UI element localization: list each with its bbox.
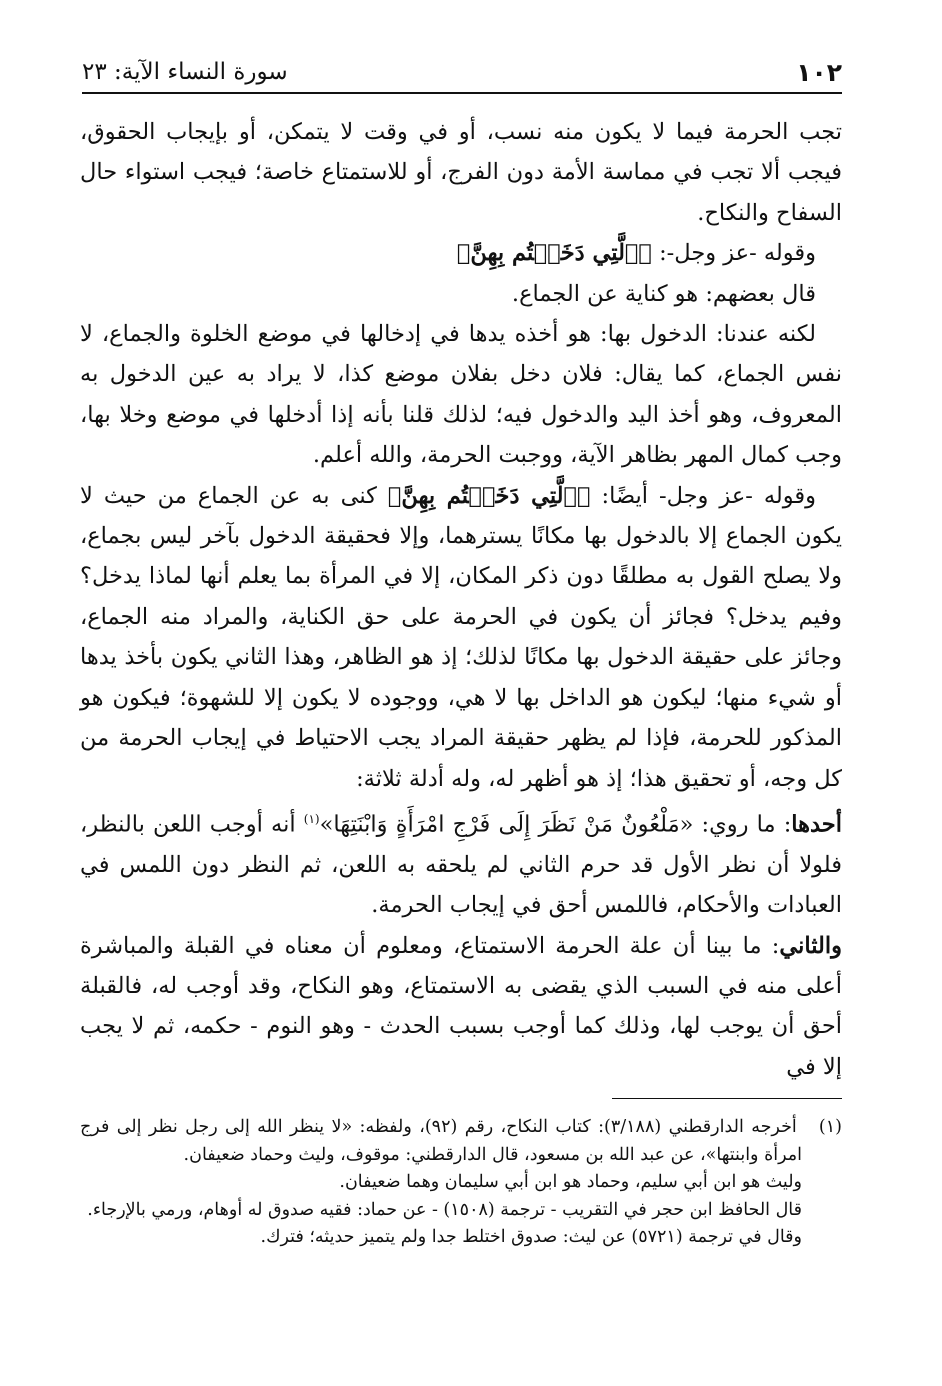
footnote-line: وليث هو ابن أبي سليم، وحماد هو ابن أبي سليمان وهما ضعيفان.	[339, 1172, 802, 1192]
footnote-marker: (١)	[818, 1117, 842, 1137]
footnote-line: قال الحافظ ابن حجر في التقريب - ترجمة (١٥٠٨) - عن حماد: فقيه صدوق له أوهام، ورمي بالإرجاء.	[87, 1199, 802, 1220]
paragraph-evidence-2	[80, 926, 842, 1088]
main-text	[80, 112, 842, 1087]
running-title: سورة النساء الآية: ٢٣	[82, 59, 288, 85]
quran-verse: ﴿ٱلَّتِي دَخَلۡتُم بِهِنَّ﴾	[387, 482, 591, 509]
page-header	[82, 52, 842, 94]
paragraph-text: كنى به عن الجماع من حيث لا يكون الجماع إلا بالدخول بها مكانًا يسترهما، وإلا فحقيقة الدخول بآخر ليس بجماع، ولا يصلح القول به مطلقًا دون ذكر المكان، إلا في المرأة بما يعلم أنها لماذا يدخل؟ وفيم يدخل؟ فجائز أن يكون في الحرمة على حق الكناية، والمراد منه الجماع، وجائز على حقيقة الدخول بها مكانًا لذلك؛ إذ هو الظاهر، وهذا الثاني يكون بأخذ يدها أو شيء منها؛ ليكون هو الداخل بها لا هي، ووجوده لا يكون إلا للشهوة؛ فيكون هو المذكور للحرمة، فإذا لم يظهر حقيقة المراد يجب الاحتياط في إيجاب الحرمة من كل وجه، أو تحقيق هذا؛ إذ هو أظهر له، وله أدلة ثلاثة:	[80, 482, 842, 792]
hadith-quote: «مَلْعُونٌ مَنْ نَظَرَ إِلَى فَرْجِ امْرَأَةٍ وَابْنَتِهَا»	[319, 811, 694, 838]
quran-verse: ﴿ٱلَّتِي دَخَلۡتُم بِهِنَّ﴾	[456, 240, 652, 267]
footnote-text: أخرجه الدارقطني (٣/١٨٨): كتاب النكاح، رقم (٩٢)، ولفظه: «لا ينظر الله إلى رجل نظر إلى فرج امرأة وابنتها»، عن عبد الله بن مسعود، قال الدارقطني: موقوف، وليث وحماد ضعيفان.	[80, 1117, 802, 1165]
paragraph-text: أنه أوجب اللعن بالنظر، فلولا أن نظر الأول قد حرم الثاني لم يلحقه به اللعن، ثم النظر دون اللمس في العبادات والأحكام، فاللمس أحق في إيجاب الحرمة.	[80, 811, 842, 919]
paragraph: تجب الحرمة فيما لا يكون منه نسب، أو في وقت لا يتمكن، أو بإيجاب الحقوق، فيجب ألا تجب في مماسة الأمة دون الفرج، أو للاستمتاع خاصة؛ فيجب استواء حال السفاح والنكاح.	[80, 119, 842, 226]
footnotes	[80, 1114, 842, 1252]
footnote-reference[interactable]: (١)	[303, 811, 320, 826]
paragraph-verse-1	[80, 233, 842, 273]
footnote-divider	[612, 1098, 842, 1099]
paragraph-evidence-1	[80, 799, 842, 926]
paragraph-intro: وقوله -عز وجل- أيضًا:	[590, 482, 817, 509]
paragraph-text: : ما روي:	[693, 811, 792, 838]
paragraph-text: : ما بينا أن علة الحرمة الاستمتاع، ومعلوم أن معناه في القبلة والمباشرة أعلى منه في السبب الذي يقضى به الاستمتاع، وهو النكاح، وقد أوجب له، فالقبلة أحق أن يوجب لها، وذلك كما أوجب بسبب الحدث - وهو النوم - حكمه، ثم لا يجب إلا في	[80, 932, 842, 1080]
page-number: ١٠٢	[796, 57, 842, 87]
paragraph: لكنه عندنا: الدخول بها: هو أخذه يدها في إدخالها في موضع الخلوة والجماع، لا نفس الجماع، كما يقال: فلان دخل بفلان موضع كذا، لا يراد به عين الدخول به المعروف، وهو أخذ اليد والدخول فيه؛ لذلك قلنا بأنه إذا أدخلها في موضع وخلا بها، وجب كمال المهر بظاهر الآية، ووجبت الحرمة، والله أعلم.	[80, 321, 842, 469]
evidence-lead: والثاني	[779, 932, 842, 959]
paragraph-intro: وقوله -عز وجل-:	[651, 240, 816, 267]
footnote	[80, 1114, 842, 1169]
paragraph: قال بعضهم: هو كناية عن الجماع.	[511, 280, 816, 307]
paragraph-verse-2	[80, 476, 842, 799]
evidence-lead: أحدها	[791, 811, 842, 838]
footnote-line: وقال في ترجمة (٥٧٢١) عن ليث: صدوق اختلط جدا ولم يتميز حديثه؛ فترك.	[260, 1227, 802, 1247]
